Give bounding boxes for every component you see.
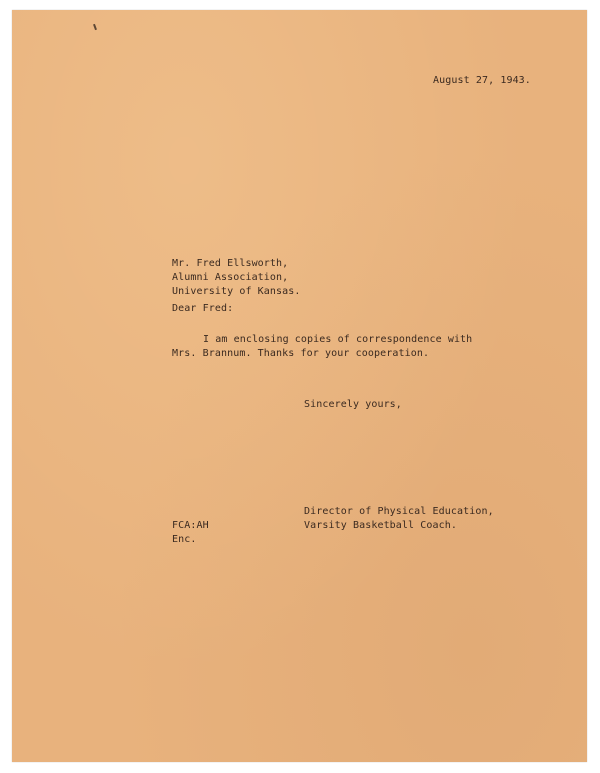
body-line: Mrs. Brannum. Thanks for your cooperation. xyxy=(172,348,430,359)
body-line: I am enclosing copies of correspondence with xyxy=(203,334,473,345)
reference-initials xyxy=(172,519,209,547)
recipient-address xyxy=(172,257,301,299)
address-line: Mr. Fred Ellsworth, xyxy=(172,258,289,269)
letter-body xyxy=(172,333,472,361)
closing: Sincerely yours, xyxy=(304,399,402,410)
enclosure-line: Enc. xyxy=(172,534,197,545)
letter-date: August 27, 1943. xyxy=(433,75,531,86)
stray-ink-mark xyxy=(93,24,97,30)
salutation: Dear Fred: xyxy=(172,303,234,314)
signature-line: Director of Physical Education, xyxy=(304,506,494,517)
address-line: Alumni Association, xyxy=(172,272,289,283)
letter-page xyxy=(12,10,587,762)
initials-line: FCA:AH xyxy=(172,520,209,531)
signature-block xyxy=(304,505,494,533)
signature-line: Varsity Basketball Coach. xyxy=(304,520,458,531)
address-line: University of Kansas. xyxy=(172,286,301,297)
